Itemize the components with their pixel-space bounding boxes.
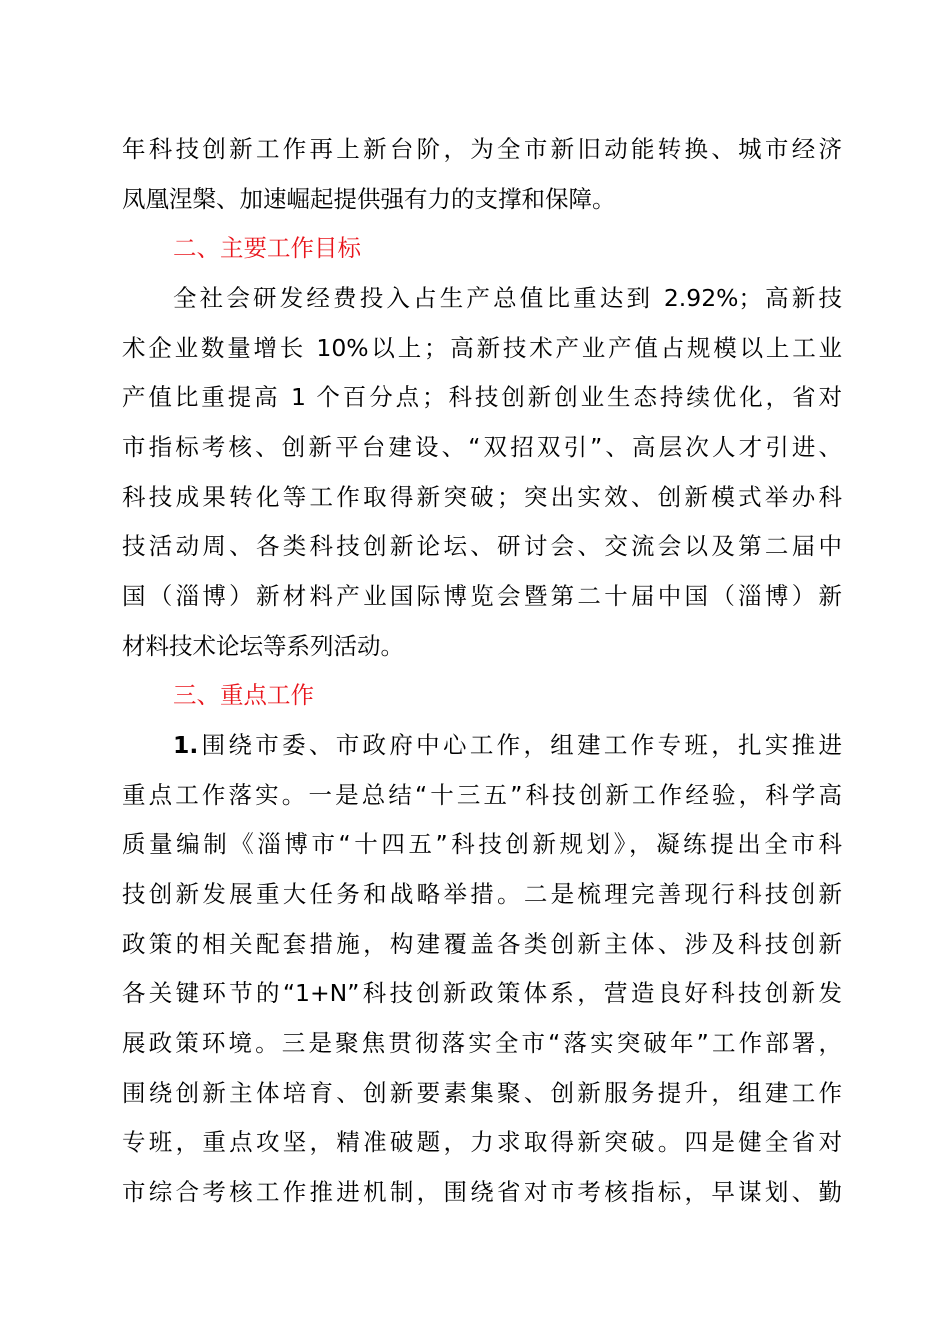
goals-line-6: 技活动周、各类科技创新论坛、研讨会、交流会以及第二届中: [122, 532, 842, 560]
item-number: 1.: [173, 731, 199, 759]
key-work-line-5: 政策的相关配套措施，构建覆盖各类创新主体、涉及科技创新: [122, 930, 842, 958]
key-work-line-2: 重点工作落实。一是总结“十三五”科技创新工作经验，科学高: [122, 781, 842, 809]
item-title: 围绕市委、市政府中心工作，组建工作专班，扎实推进: [198, 731, 842, 759]
key-work-line-4: 技创新发展重大任务和战略举措。二是梳理完善现行科技创新: [122, 880, 842, 908]
goals-line-8: 材料技术论坛等系列活动。: [122, 632, 404, 660]
goals-line-4: 市指标考核、创新平台建设、“双招双引”、高层次人才引进、: [122, 433, 842, 461]
key-work-line-7: 展政策环境。三是聚焦贯彻落实全市“落实突破年”工作部署，: [122, 1029, 842, 1057]
goals-line-2: 术企业数量增长 10%以上；高新技术产业产值占规模以上工业: [122, 334, 842, 362]
key-work-line-8: 围绕创新主体培育、创新要素集聚、创新服务提升，组建工作: [122, 1079, 842, 1107]
key-work-line-3: 质量编制《淄博市“十四五”科技创新规划》，凝练提出全市科: [122, 830, 842, 858]
goals-line-3: 产值比重提高 1 个百分点；科技创新创业生态持续优化，省对: [122, 383, 842, 411]
key-work-line-10: 市综合考核工作推进机制，围绕省对市考核指标，早谋划、勤: [122, 1178, 842, 1206]
key-work-line-1: [173, 725, 842, 765]
section-heading-key-work: 三、重点工作: [173, 681, 314, 709]
intro-line-1: 年科技创新工作再上新台阶，为全市新旧动能转换、城市经济: [122, 135, 842, 163]
goals-line-1: 全社会研发经费投入占生产总值比重达到 2.92%；高新技: [173, 284, 842, 312]
goals-line-5: 科技成果转化等工作取得新突破；突出实效、创新模式举办科: [122, 483, 842, 511]
goals-line-7: 国（淄博）新材料产业国际博览会暨第二十届中国（淄博）新: [122, 582, 842, 610]
key-work-line-6: 各关键环节的“1+N”科技创新政策体系，营造良好科技创新发: [122, 979, 842, 1007]
intro-line-2: 凤凰涅槃、加速崛起提供强有力的支撑和保障。: [122, 185, 616, 213]
section-heading-goals: 二、主要工作目标: [173, 234, 361, 262]
key-work-line-9: 专班，重点攻坚，精准破题，力求取得新突破。四是健全省对: [122, 1128, 842, 1156]
